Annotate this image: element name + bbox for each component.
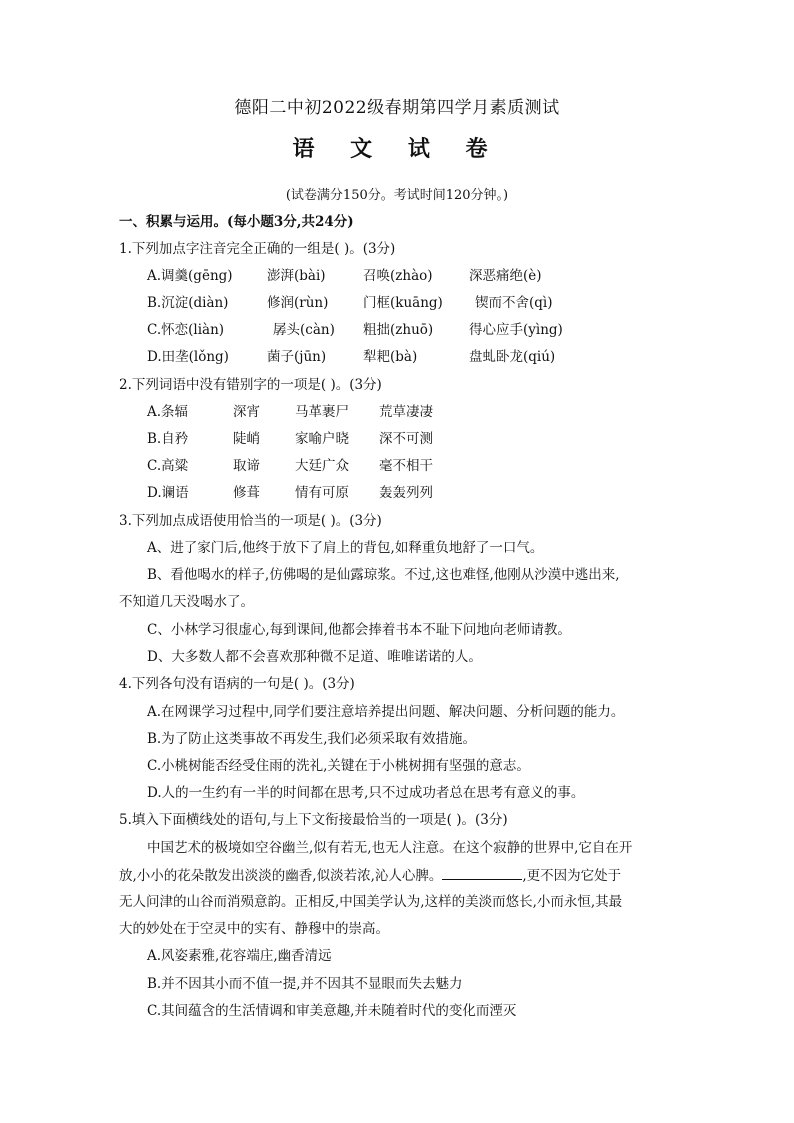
option-item: D.田垄(lǒng) <box>147 349 229 365</box>
option-item: 陡峭 <box>233 431 260 447</box>
question-3-option-a: A、进了家门后,他终于放下了肩上的背包,如释重负地舒了一口气。 <box>147 540 544 556</box>
question-3-option-d: D、大多数人都不会喜欢那种微不足道、唯唯诺诺的人。 <box>147 649 482 665</box>
section-heading: 一、积累与运用。(每小题3分,共24分) <box>119 214 354 230</box>
passage-text: ,更不因为它处于 <box>522 868 622 884</box>
question-2-option-a <box>0 403 794 421</box>
option-item: 取谛 <box>233 458 260 474</box>
question-3-stem: 3.下列加点成语使用恰当的一项是( )。(3分) <box>119 513 382 529</box>
option-item: 门框(kuāng) <box>363 295 443 311</box>
question-1-option-a <box>0 267 794 285</box>
question-5-passage-line: 大的妙处在于空灵中的实有、静穆中的崇高。 <box>119 921 389 937</box>
question-5-option-c: C.其间蕴含的生活情调和审美意趣,并未随着时代的变化而湮灭 <box>147 1003 517 1019</box>
option-item: 盘虬卧龙(qiú) <box>469 349 556 365</box>
question-2-option-b <box>0 430 794 448</box>
exam-note: (试卷满分150分。考试时间120分钟。) <box>285 188 509 203</box>
option-item: 荒草凄凄 <box>379 404 433 420</box>
option-item: 修润(rùn) <box>267 295 329 311</box>
question-5-option-b: B.并不因其小而不值一提,并不因其不显眼而失去魅力 <box>147 976 463 992</box>
option-item: 孱头(càn) <box>273 322 335 338</box>
question-2-option-c <box>0 457 794 475</box>
option-item: 锲而不舍(qì) <box>475 295 553 311</box>
option-item: 家喻户晓 <box>295 431 349 447</box>
question-3-option-b-continued: 不知道几天没喝水了。 <box>119 594 254 610</box>
passage-text: 放,小小的花朵散发出淡淡的幽香,似淡若浓,沁人心脾。 <box>119 868 443 884</box>
option-item: 大廷广众 <box>295 458 349 474</box>
paper-title: 语 文 试 卷 <box>292 136 502 162</box>
question-5-passage-line: 无人问津的山谷而消殒意韵。正相反,中国美学认为,这样的美淡而悠长,小而永恒,其最 <box>119 894 623 910</box>
question-5-stem: 5.填入下面横线处的语句,与上下文衔接最恰当的一项是( )。(3分) <box>119 812 508 828</box>
option-item: A.调羹(gēng) <box>147 268 233 284</box>
option-item: 毫不相干 <box>379 458 433 474</box>
question-1-option-b <box>0 294 794 312</box>
option-item: B.自矜 <box>147 431 189 447</box>
option-item: A.条辐 <box>147 404 189 420</box>
question-3-option-b: B、看他喝水的样子,仿佛喝的是仙露琼浆。不过,这也难怪,他刚从沙漠中逃出来, <box>147 567 620 583</box>
question-4-option-d: D.人的一生约有一半的时间都在思考,只不过成功者总在思考有意义的事。 <box>147 785 585 801</box>
option-item: C.高粱 <box>147 458 189 474</box>
option-item: 召唤(zhào) <box>363 268 433 284</box>
question-1-stem: 1.下列加点字注音完全正确的一组是( )。(3分) <box>119 241 396 257</box>
question-4-stem: 4.下列各句没有语病的一句是( )。(3分) <box>119 676 355 692</box>
option-item: 修葺 <box>233 485 260 501</box>
option-item: 情有可原 <box>295 485 349 501</box>
option-item: 轰轰列列 <box>379 485 433 501</box>
question-5-option-a: A.风姿素雅,花容端庄,幽香清远 <box>147 948 332 964</box>
question-1-option-d <box>0 348 794 366</box>
answer-blank <box>442 866 522 880</box>
question-2-stem: 2.下列词语中没有错别字的一项是( )。(3分) <box>119 377 382 393</box>
question-4-option-a: A.在网课学习过程中,同学们要注意培养提出问题、解决问题、分析问题的能力。 <box>147 704 625 720</box>
option-item: 菌子(jūn) <box>267 349 327 365</box>
question-3-option-c: C、小林学习很虚心,每到课间,他都会捧着书本不耻下问地向老师请教。 <box>147 622 571 638</box>
option-item: 深恶痛绝(è) <box>469 268 542 284</box>
question-1-option-c <box>0 321 794 339</box>
option-item: B.沉淀(diàn) <box>147 295 229 311</box>
question-2-option-d <box>0 484 794 502</box>
option-item: 得心应手(yìng) <box>469 322 563 338</box>
school-title: 德阳二中初2022级春期第四学月素质测试 <box>234 98 560 118</box>
option-item: 犁耙(bà) <box>363 349 418 365</box>
option-item: 深不可测 <box>379 431 433 447</box>
question-4-option-b: B.为了防止这类事故不再发生,我们必须采取有效措施。 <box>147 731 477 747</box>
question-4-option-c: C.小桃树能否经受住雨的洗礼,关键在于小桃树拥有坚强的意志。 <box>147 758 530 774</box>
option-item: C.怀恋(liàn) <box>147 322 225 338</box>
option-item: 深宵 <box>233 404 260 420</box>
question-5-passage-line <box>0 866 794 885</box>
question-5-passage-line: 中国艺术的极境如空谷幽兰,似有若无,也无人注意。在这个寂静的世界中,它自在开 <box>147 840 633 856</box>
option-item: 粗拙(zhuō) <box>363 322 434 338</box>
option-item: D.谰语 <box>147 485 189 501</box>
option-item: 澎湃(bài) <box>267 268 326 284</box>
option-item: 马革裹尸 <box>295 404 349 420</box>
